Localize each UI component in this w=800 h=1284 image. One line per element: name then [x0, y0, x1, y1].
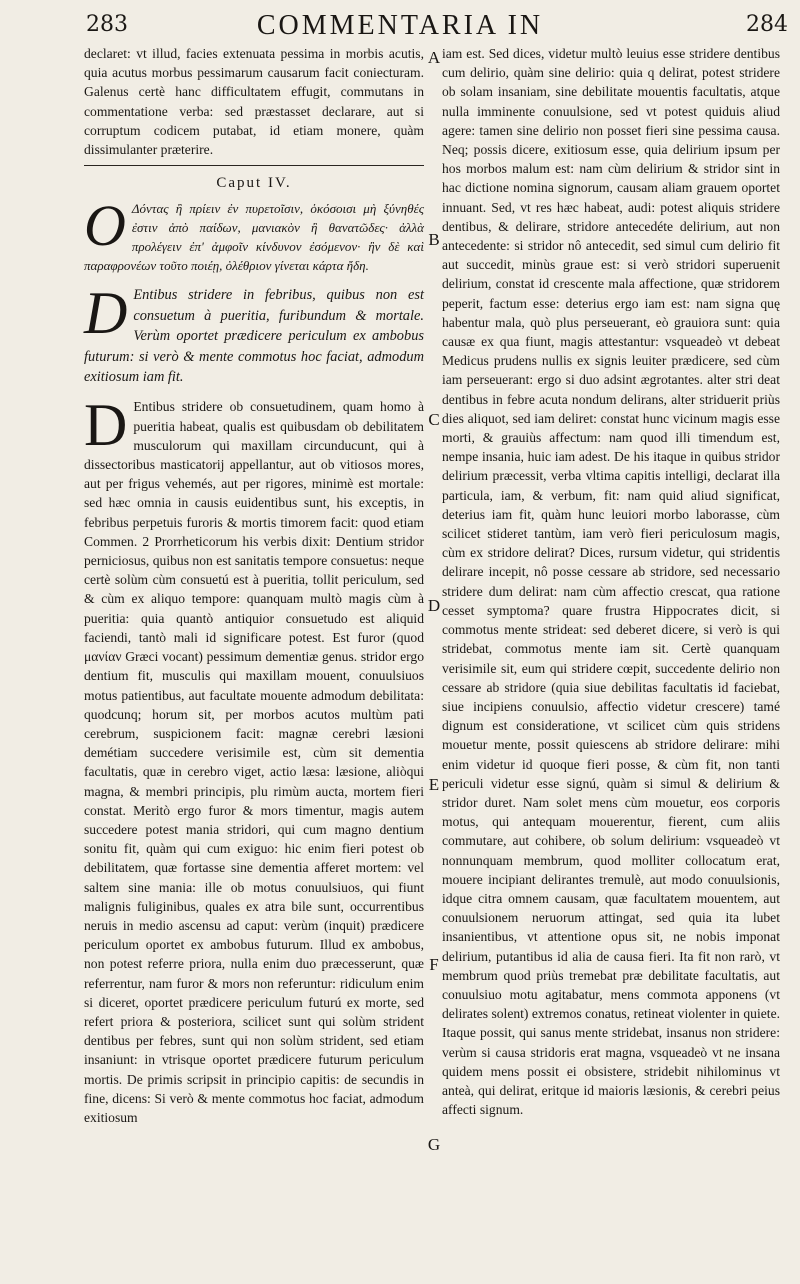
page-number-left: 283	[86, 12, 128, 37]
chapter-heading: Caput IV.	[216, 175, 292, 192]
commentary-drop-initial: D	[84, 392, 128, 459]
greek-drop-initial: O	[84, 193, 126, 259]
commentary-paragraph-left	[84, 392, 424, 1127]
latin-translation	[84, 280, 424, 387]
page-number-right: 284	[746, 12, 788, 37]
margin-letter-a: A	[427, 48, 441, 67]
greek-aphorism	[84, 193, 424, 275]
running-title: COMMENTARIA IN	[256, 10, 544, 41]
margin-letter-d: D	[427, 596, 441, 615]
commentary-text-right: iam est. Sed dices, videtur multò leuius esse stridere dentibus cum delirio, quàm sine delirio: quia q delirat, potest stridere ob solam insaniam, sine debilitate mouentis facultatis, atque nulla imminente conuulsione, sed vt potest quiduis aliud agere: tamen sine delirio non posset fieri sine pessima causa. Neq; possis dicere, exitiosum esse, quia delirium ipsum per hos morbos malum est: nam cùm delirium & stridor sint in hac dictione nomina signorum, causam aliam grauem oportet innuant. Sed, vt res hæc habeat, audi: potest aliquis stridere dentibus, & delirare, stridore antecedéte delirium, aut non antecedente: si stridor nô antecedit, sed simul cum delirio fit aut succedit, minùs graue est: si verò stridori superuenit delirium, constat id crescente mala affectione, quæ stridorem peperit, factum esse: deterius ergo iam est: nam signa quę habentur mala, quò plus perseuerant, eò grauiora sunt: quia causæ ex qua fiunt, magis attestantur: vsqueadeò vt debeat Medicus prudens nullis ex signis leuiter prædicere, sed cùm iam perseuerant: ergo si duo adsint ægrotantes. alter stri deat dentibus in febre acuta nondum delirans, alter striduerit priùs dies aliquot, sed iam deliret: constat hunc vicinum magis esse morti, & grauiùs affectum: nam quod illi timendum est, nempe insania, huic iam adest. De his itaque in quibus stridor delirium præcessit, verba vltima capitis intelligi, declarat illa particula, iam, & verbum, fit: nam quid aliud significat, deterius iam fit, quàm hunc leuiori morbo laborasse, cùm scilicet stideret tantùm, iam verò fieri periculosum magis, cùm ex stridore delirat? Dices, rursum videtur, qui stridentis delirare incepit, nô posse cessare ab stridore, sed necessario stridere dum delirat: nam cùm affectio crescat, qua ratione cesset symptoma? quare frustra Hippocrates dicit, si commotus mente strideat: sed deberet dicere, si verò is qui stridebat, commotus mente iam sit. Certè quanquam verisimile sit, eum qui stridere cœpit, succedente delirio non cessare ab stridore (quia siue debilitas facultatis id faciebat, siue incipiens conuulsio, affectio videtur crescere) tamé dignum est consideratione, vt scilicet cùm quis stridens mouetur mente, possit quiescens ab stridore delirare: mihi enim videtur id quoque fieri posse, & cùm fit, non tanti periculi videtur esse signú, quàm si simul & delirium & stridor duret. Nam solet mens cùm mouetur, eos corporis motus, qui antequam mouerentur, fierent, cum aliis commutare, aut cohibere, ob solum delirium: vsqueadeò vt nonnunquam membrum, quod molliter collocatum erat, mouere incipiant delirantes tremulè, aut modo conuulsionis, idque citra omnem causam, quæ facultatem mouentem, aut conuulsionem neruorum attingat, sed quia ita lubet insanientibus, vt attentione opus sit, ne nobis imponat delirium, putantibus id alia de causa fieri. Ita fit non rarò, vt membrum quod priùs tremebat præ debilitate facultatis, aut conuulsiuo motu agitabatur, mens commota apponens (vt delirates solent) extremos conatus, retineat violenter in quiete. Itaque possit, qui sanus mente stridebat, insanus non stridere: verùm si causa stridoris erat magna, vsqueadeò vt ne insana quidem mens possit ei obsistere, stridebit nihilominus vt anteà, qui delirat, eritque id maioris læsionis, & cerebri peius affecti signum.	[442, 46, 780, 1118]
latin-drop-initial: D	[84, 280, 128, 347]
page-header	[0, 10, 800, 40]
intro-paragraph: declaret: vt illud, facies extenuata pessima in morbis acutis, quia acutus morbus pessimarum causarum facit coniecturam. Galenus certè hanc difficultatem effugit, commutans in commentatione verba: sed præstasset declarare, aut si corruptum codicem putabat, id etiam monere, quàm dissimulanter præterire.	[84, 46, 424, 158]
left-column	[84, 44, 424, 1127]
margin-letter-c: C	[428, 410, 440, 429]
latin-translation-text: Entibus stridere in febribus, quibus non est consuetum à pueritia, furibundum & mortale. Verùm oportet prædicere periculum ex ambobus futurum: si verò & mente commotus hoc faciat, admodum exitiosum iam fit.	[84, 287, 424, 386]
section-rule	[84, 165, 424, 166]
right-column	[442, 44, 780, 1119]
margin-letter-f: F	[429, 955, 439, 974]
margin-letter-e: E	[428, 775, 440, 794]
commentary-text-left: Entibus stridere ob consuetudinem, quam homo à pueritia habeat, qualis est quibusdam ob debilitatem musculorum qui maxillam circunducunt, qui à dissectoribus masticatorij appellantur, aut ob vitiosos mores, aut per frigus vehemés, aut per rigores, minimè est mortale: sed hæc omnia in causis euidentibus sunt, his exceptis, in febribus perpetuis furoris & mortis timorem facit: quod etiam Commen. 2 Prorrheticorum his verbis dixit: Dentium stridor perniciosus, quibus non est sanitatis tempore consuetus: neque certè solùm cùm consuetú est à pueritia, tollit periculum, sed & cùm ex aliquo tempore: quanquam multò magis cùm à pueritia: quia quantò antiquior consuetudo est aliquid faciendi, tantò mali id significare potest. Est furor (quod μανίαν Græci vocant) pessimum dementiæ genus. stridor ergo dentium fit, musculis qui maxillam mouent, conuulsiuos motus patientibus, aut facultate mouente admodum debilitata: quodcunq; horum sit, per morbos acutos multùm pati cerebrum, suspicionem facit: magnæ cerebri læsioni demétiam succedere verisimile est, cùm sit dementia facultatis, quæ in cerebro viget, actio læsa: læsione, aliòqui magna, & membri principis, plu rimùm aucta, mortem fieri constat. Meritò ergo furor & mors timentur, magis autem succedere potest mania stridori, qui cum magno dentium sonitu fit, quàm qui cum exiguo: hic enim fieri potest ob debilitatem, quæ fortasse sine dementia afferet mortem: vel saltem sine mania: ille ob motus conuulsiuos, qui fiunt malignis fuliginibus, quales ex atra bile sunt, occurrentibus neruis in medio ascensu ad caput: verùm (inquit) prædicere periculum oportet ex ambobus futurum. Illud ex ambobus, non potest referre priora, nulla enim duo præcesserunt, quæ referrentur, nam furor & mors non referuntur: ridiculum enim si diceret, oportet prædicere periculum futurú ex morte, sed refert priora & posteriora, scilicet sunt qui solùm strident dentibus per febres, sunt qui non solùm strident, sed etiam insaniunt: in vtrisque oportet prædicere futurum periculum mortis. De primis scripsit in principio capitis: de secundis in fine, dicens: Si verò & mente commotus hoc faciat, admodum exitiosum	[84, 399, 424, 1125]
greek-aphorism-text: Δόντας ἢ πρίειν ἐν πυρετοῖσιν, ὁκόσοισι μὴ ξύνηθές ἐστιν ἀπὸ παίδων, μανιακὸν ἢ θανατῶδες· ἀλλὰ προλέγειν ἐπ' ἀμφοῖν κίνδυνον ἐσόμενον· ἢν δὲ καὶ παραφρονέων τοῦτο ποιέῃ, ὀλέθριον γίνεται κάρτα ἤδη.	[84, 201, 424, 274]
margin-letter-g: G	[427, 1135, 441, 1154]
margin-letter-b: B	[428, 230, 440, 249]
